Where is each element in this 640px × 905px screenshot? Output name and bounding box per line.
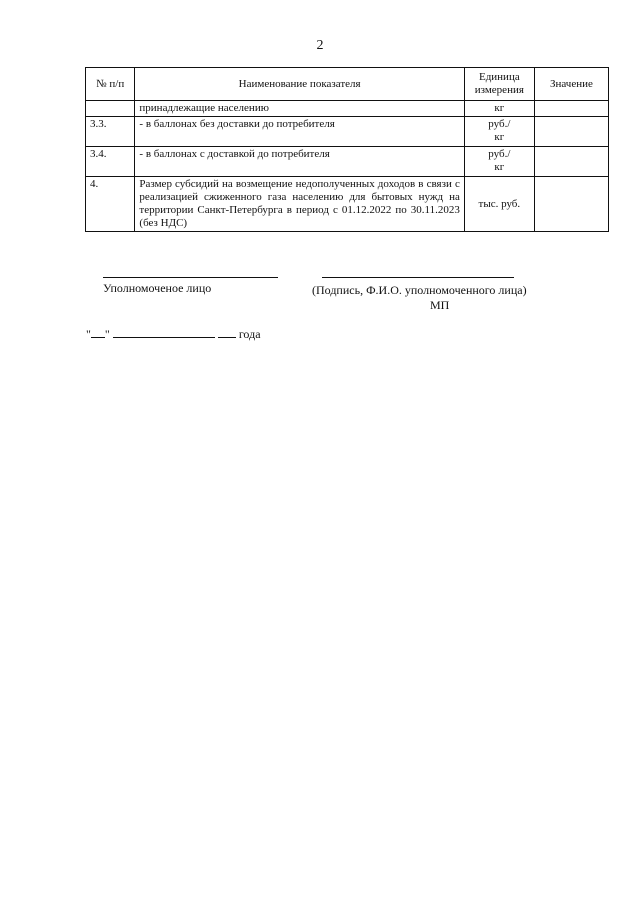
table-row — [86, 101, 609, 117]
row-value — [534, 117, 608, 147]
date-month-blank — [113, 326, 215, 338]
row-value — [534, 101, 608, 117]
row-num: 3.4. — [86, 147, 135, 177]
row-num — [86, 101, 135, 117]
date-suffix: года — [238, 327, 261, 341]
table-header-row — [86, 68, 609, 101]
row-unit-line: кг — [494, 161, 505, 173]
row-unit-line: руб./ — [488, 118, 511, 130]
signature-line-right — [322, 277, 514, 278]
row-unit — [464, 147, 534, 177]
row-name: - в баллонах с доставкой до потребителя — [135, 147, 464, 177]
row-unit — [464, 177, 534, 232]
header-unit: Единица измерения — [464, 68, 534, 101]
authorized-person-label: Уполномоченое лицо — [103, 281, 212, 295]
row-unit-line: кг — [494, 102, 505, 114]
table-row — [86, 147, 609, 177]
row-unit — [464, 101, 534, 117]
row-unit-line: кг — [494, 131, 505, 143]
indicators-table — [85, 67, 609, 232]
row-unit-line: тыс. руб. — [478, 197, 521, 210]
row-num: 3.3. — [86, 117, 135, 147]
date-close-quote: " — [104, 327, 110, 341]
row-value — [534, 147, 608, 177]
row-unit — [464, 117, 534, 147]
signature-line-left — [103, 277, 278, 278]
table-row — [86, 117, 609, 147]
header-value: Значение — [534, 68, 608, 101]
signature-caption: (Подпись, Ф.И.О. уполномоченного лица) — [312, 283, 527, 297]
row-num: 4. — [86, 177, 135, 232]
date-line — [86, 326, 261, 342]
page-number: 2 — [316, 38, 324, 53]
date-open-quote: " — [86, 327, 91, 341]
stamp-label: МП — [430, 298, 450, 312]
row-name: - в баллонах без доставки до потребителя — [135, 117, 464, 147]
date-year-blank — [218, 326, 236, 338]
row-name: Размер субсидий на возмещение недополученных доходов в связи с реализацией сжиженного газа населению для бытовых нужд на территории Санкт-Петербурга в период с 01.12.2022 по 30.11.2023 (без НДС) — [135, 177, 464, 232]
row-unit-line: руб./ — [488, 148, 511, 160]
header-num: № п/п — [86, 68, 135, 101]
row-value — [534, 177, 608, 232]
row-name: принадлежащие населению — [135, 101, 464, 117]
header-name: Наименование показателя — [135, 68, 464, 101]
table-row — [86, 177, 609, 232]
date-day-blank — [91, 326, 105, 338]
